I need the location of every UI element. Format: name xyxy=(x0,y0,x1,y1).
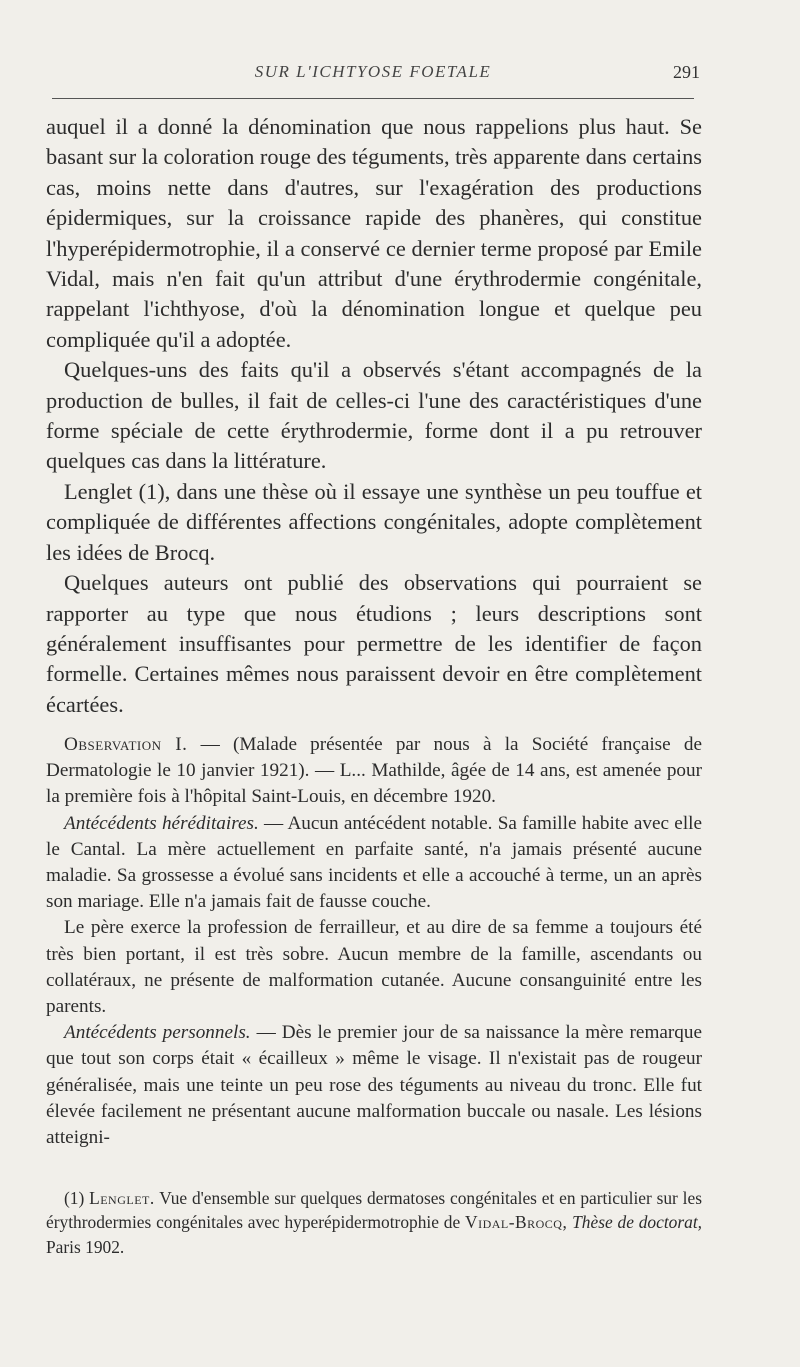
footnote-ref-author: Vidal-Brocq, xyxy=(465,1212,568,1233)
footnote xyxy=(46,1186,702,1259)
footnote-marker: (1) xyxy=(64,1188,90,1208)
paragraph: Lenglet (1), dans une thèse où il essaye une synthèse un peu touffue et compliquée de différentes affections congénitales, adopte complètement les idées de Brocq. xyxy=(46,478,702,565)
header-rule xyxy=(52,98,694,99)
paragraph: Quelques auteurs ont publié des observations qui pourraient se rapporter au type que nous étudions ; leurs descriptions sont généralement insuffisantes pour permettre de les identifier de façon formelle. Certaines mêmes nous paraissent devoir en être complètement écartées. xyxy=(46,570,702,717)
footnote-ref-title: Thèse de doctorat, xyxy=(567,1212,702,1233)
personal-history xyxy=(46,1020,702,1151)
footnote-text xyxy=(46,1186,702,1259)
running-title: SUR L'ICHTYOSE FOETALE xyxy=(254,62,492,81)
hereditary-history xyxy=(46,811,702,916)
observation-intro xyxy=(46,732,702,811)
paragraph: auquel il a donné la dénomination que nous rappelions plus haut. Se basant sur la coloration rouge des téguments, très apparente dans certains cas, moins nette dans d'autres, sur l'exagération des productions épidermiques, sur la croissance rapide des phanères, qui constitue l'hyperépidermotrophie, il a conservé ce dernier terme proposé par Emile Vidal, mais n'en fait qu'un attribut d'une érythrodermie congénitale, rappelant l'ichthyose, d'où la dénomination longue et quelque peu compliquée qu'il a adoptée. xyxy=(46,114,702,352)
paragraph: Quelques-uns des faits qu'il a observés s'étant accompagnés de la production de bulles, il fait de celles-ci l'une des caractéristiques d'une forme spéciale de cette érythrodermie, forme dont il a pu retrouver quelques cas dans la littérature. xyxy=(46,357,702,474)
page-number: 291 xyxy=(673,62,700,82)
footnote-body: Vue d'ensemble sur quelques dermatoses congénitales et en particulier sur les érythrodermies congénitales avec hyperépidermotrophie de xyxy=(46,1188,702,1233)
observation-intro-text: — (Malade présentée par nous à la Société française de Dermatologie le 10 janvier 1921). — L... Mathilde, âgée de 14 ans, est amenée pour la première fois à l'hôpital Saint-Louis, en décembre 1920. xyxy=(46,734,702,808)
footnote-author: Lenglet. xyxy=(89,1188,155,1208)
running-head xyxy=(46,62,700,88)
observation-section xyxy=(46,732,702,1151)
personal-text: — Dès le premier jour de sa naissance la mère remarque que tout son corps était « écailleux » même le visage. Il n'existait pas de rougeur généralisée, mais une teinte un peu rose des téguments au niveau du tronc. Elle fut élevée facilement ne présentant aucune malformation buccale ou nasale. Les lésions atteigni- xyxy=(46,1022,702,1149)
father-history: Le père exerce la profession de ferrailleur, et au dire de sa femme a toujours été très bien portant, il est très sobre. Aucun membre de la famille, ascendants ou collatéraux, ne présente de malformation cutanée. Aucune consanguinité entre les parents. xyxy=(46,917,702,1018)
footnote-ref-place: Paris 1902. xyxy=(46,1236,125,1257)
hereditary-text: — Aucun antécédent notable. Sa famille habite avec elle le Cantal. La mère actuellement en parfaite santé, n'a jamais présenté aucune maladie. Sa grossesse a évolué sans incidents et elle a accouché à terme, un an après son mariage. Elle n'a jamais fait de fausse couche. xyxy=(46,812,702,913)
main-text xyxy=(46,112,702,720)
personal-label: Antécédents personnels. xyxy=(64,1022,251,1044)
hereditary-label: Antécédents héréditaires. xyxy=(64,812,259,834)
observation-heading: Observation I. xyxy=(64,734,188,755)
